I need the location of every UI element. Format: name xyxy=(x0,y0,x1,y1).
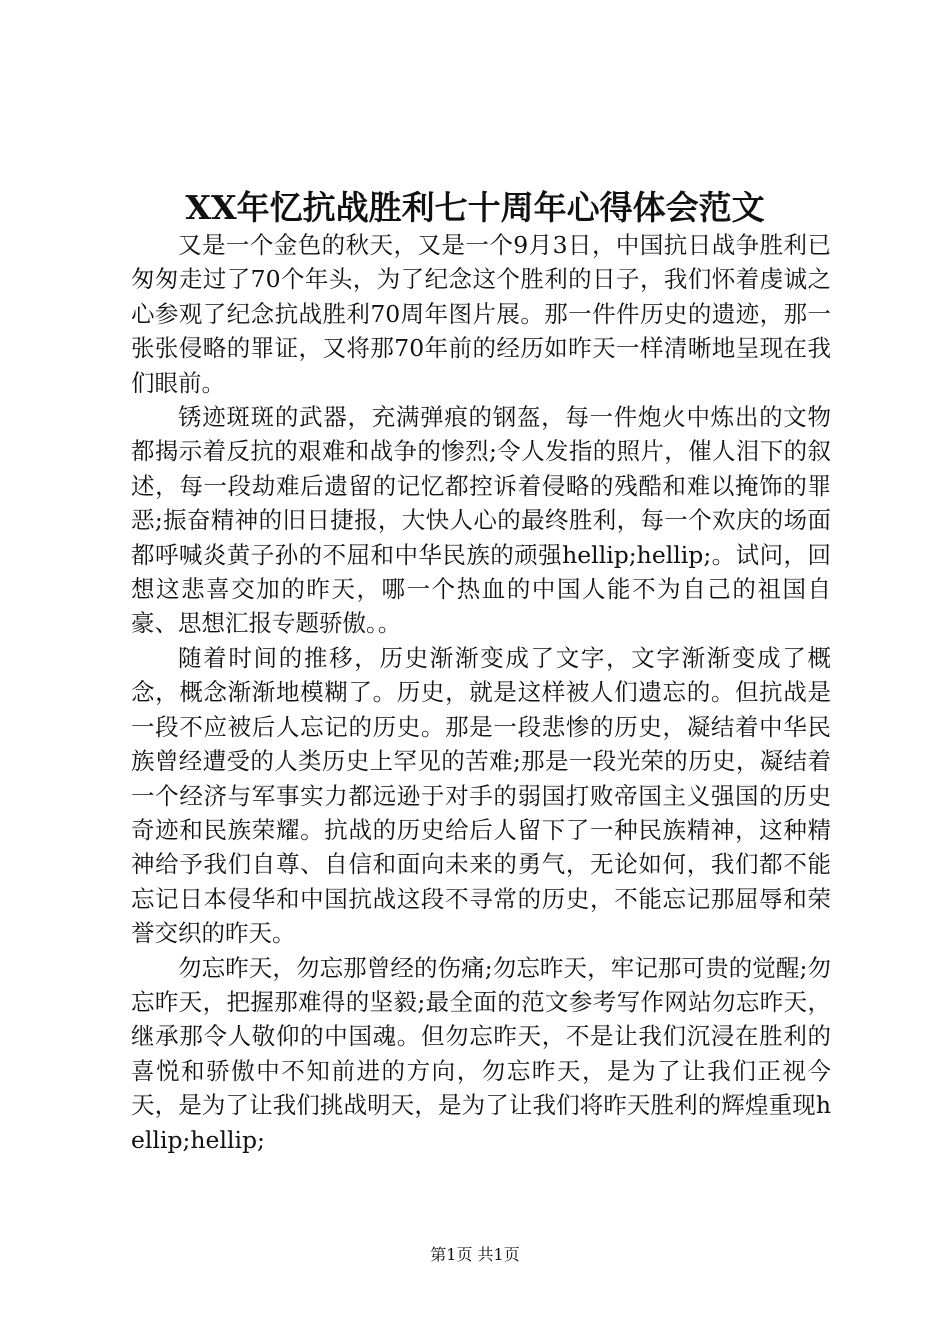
paragraph: 随着时间的推移，历史渐渐变成了文字，文字渐渐变成了概念，概念渐渐地模糊了。历史，就是这样被人们遗忘的。但抗战是一段不应被后人忘记的历史。那是一段悲惨的历史，凝结着中华民族曾经遭受的人类历史上罕见的苦难;那是一段光荣的历史，凝结着一个经济与军事实力都远逊于对手的弱国打败帝国主义强国的历史奇迹和民族荣耀。抗战的历史给后人留下了一种民族精神，这种精神给予我们自尊、自信和面向未来的勇气，无论如何，我们都不能忘记日本侵华和中国抗战这段不寻常的历史，不能忘记那屈辱和荣誉交织的昨天。 xyxy=(131,643,831,948)
paragraph: 又是一个金色的秋天，又是一个9月3日，中国抗日战争胜利已匆匆走过了70个年头，为了纪念这个胜利的日子，我们怀着虔诚之心参观了纪念抗战胜利70周年图片展。那一件件历史的遗迹，那一张张侵略的罪证，又将那70年前的经历如昨天一样清晰地呈现在我们眼前。 xyxy=(131,231,831,397)
document-title: XX年忆抗战胜利七十周年心得体会范文 xyxy=(185,188,765,227)
page-footer: 第1页 共1页 xyxy=(430,1245,520,1264)
paragraph: 锈迹斑斑的武器，充满弹痕的钢盔，每一件炮火中炼出的文物都揭示着反抗的艰难和战争的惨烈;令人发指的照片，催人泪下的叙述，每一段劫难后遗留的记忆都控诉着侵略的残酷和难以掩饰的罪恶;振奋精神的旧日捷报，大快人心的最终胜利，每一个欢庆的场面都呼喊炎黄子孙的不屈和中华民族的顽强hellip;hellip;。试问，回想这悲喜交加的昨天，哪一个热血的中国人能不为自己的祖国自豪、思想汇报专题骄傲。。 xyxy=(131,403,831,638)
document-body xyxy=(131,228,831,1157)
paragraph: 勿忘昨天，勿忘那曾经的伤痛;勿忘昨天，牢记那可贵的觉醒;勿忘昨天，把握那难得的坚毅;最全面的范文参考写作网站勿忘昨天，继承那令人敬仰的中国魂。但勿忘昨天，不是让我们沉浸在胜利的喜悦和骄傲中不知前进的方向，勿忘昨天，是为了让我们正视今天，是为了让我们挑战明天，是为了让我们将昨天胜利的辉煌重现hellip;hellip; xyxy=(131,953,831,1154)
